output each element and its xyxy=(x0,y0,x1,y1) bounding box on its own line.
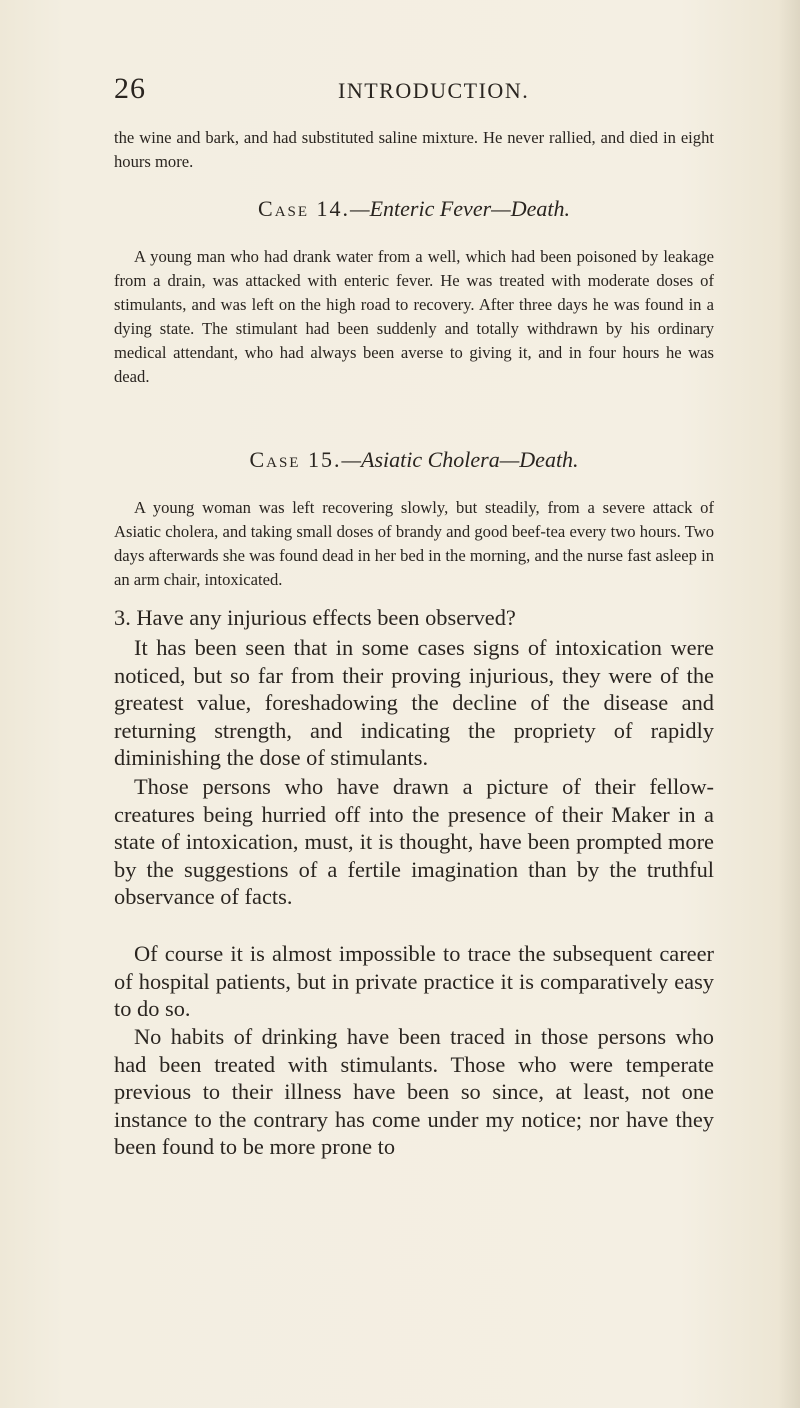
case-14-title: —Enteric Fever—Death. xyxy=(350,196,570,221)
case-15-heading xyxy=(114,447,714,473)
case-15-body: A young woman was left recovering slowly, but steadily, from a severe attack of Asiatic cholera, and taking small doses of brandy and good beef-tea every two hours. Two days afterwards she was found dead in her bed in the morning, and the nurse fast asleep in an arm chair, intoxicated. xyxy=(114,498,714,589)
page-header xyxy=(114,72,714,112)
section-3-paragraph-1: It has been seen that in some cases signs of intoxication were noticed, but so far from their proving injurious, they were of the greatest value, foreshadowing the decline of the disease and returning strength, and indicating the propriety of rapidly diminishing the dose of stimulants. xyxy=(114,635,714,771)
running-head: INTRODUCTION. xyxy=(338,78,530,103)
page-edge-shadow xyxy=(778,0,800,1408)
case-14-body: A young man who had drank water from a well, which had been poisoned by leakage from a drain, was attacked with enteric fever. He was treated with moderate doses of stimulants, and was left on the high road to recovery. After three days he was found in a dying state. The stimulant had been suddenly and totally withdrawn by his ordinary medical attendant, who had always been averse to giving it, and in four hours he was dead. xyxy=(114,247,714,386)
page-number: 26 xyxy=(114,72,146,105)
section-3-paragraph-4: No habits of drinking have been traced in those persons who had been treated with stimulants. Those who were temperate previous to their illness have been so since, at least, not one instance to the contrary has come under my notice; nor have they been found to be more prone to xyxy=(114,1024,714,1160)
section-3-paragraph-3: Of course it is almost impossible to trace the subsequent career of hospital patients, but in private practice it is comparatively easy to do so. xyxy=(114,941,714,1022)
continuation-paragraph: the wine and bark, and had substituted saline mixture. He never rallied, and died in eight hours more. xyxy=(114,128,714,171)
case-15-label: Case 15. xyxy=(249,447,342,472)
case-15-title: —Asiatic Cholera—Death. xyxy=(341,447,579,472)
section-3-question: 3. Have any injurious effects been observed? xyxy=(114,605,516,630)
case-14-heading xyxy=(114,196,714,222)
section-3-paragraph-2: Those persons who have drawn a picture of their fellow-creatures being hurried off into the presence of their Maker in a state of intoxication, must, it is thought, have been prompted more by the suggestions of a fertile imagination than by the truthful observance of facts. xyxy=(114,774,714,910)
case-14-label: Case 14. xyxy=(258,196,351,221)
